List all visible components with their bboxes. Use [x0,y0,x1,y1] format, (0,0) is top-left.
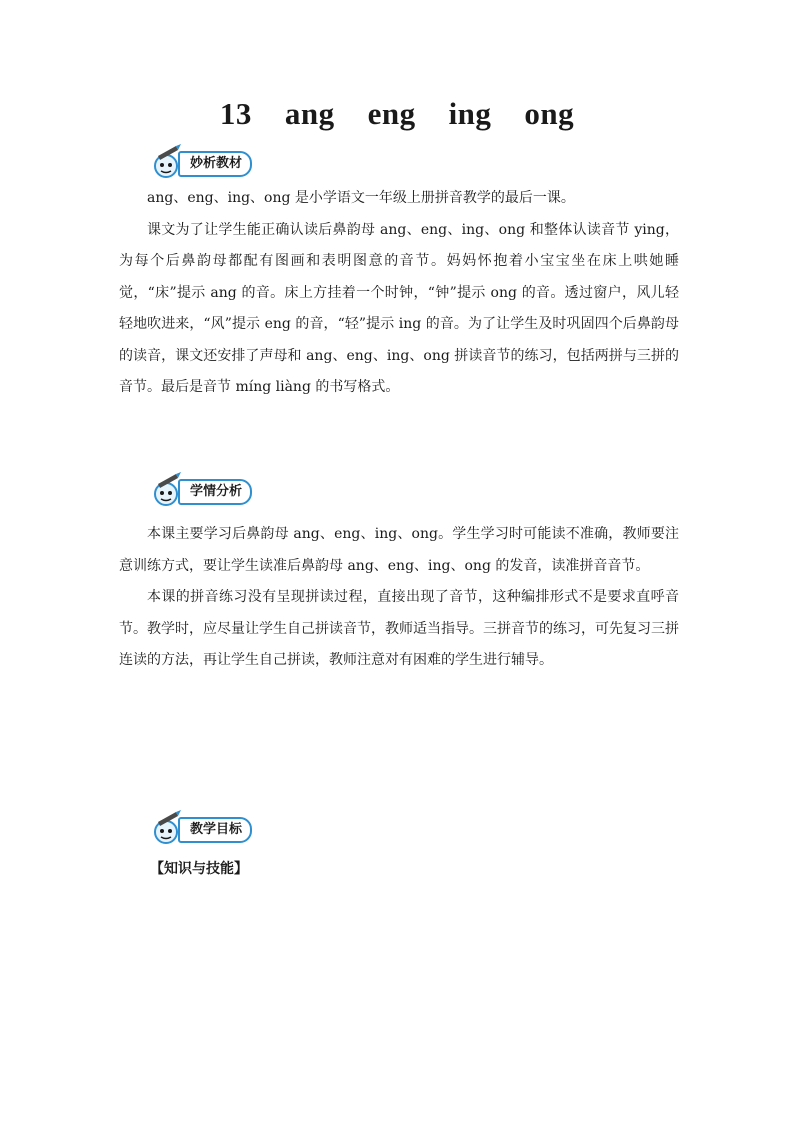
paragraph: ang、eng、ing、ong 是小学语文一年级上册拼音教学的最后一课。 [147,190,575,206]
subheading-knowledge-skills: 【知识与技能】 [150,861,248,877]
section-header-learning-analysis [150,470,270,510]
section-label: 学情分析 [178,479,252,505]
paragraph: 本课主要学习后鼻韵母 ang、eng、ing、ong。学生学习时可能读不准确，教师要注意训练方式，要让学生读准后鼻韵母 ang、eng、ing、ong 的发音，读准拼音音节。 [119,526,679,574]
lesson-title: 13 ang eng ing ong [219,96,575,131]
section-header-textbook-analysis [150,142,270,182]
section-label: 教学目标 [178,817,252,843]
section-label: 妙析教材 [178,151,252,177]
section-header-teaching-goals [150,808,270,848]
paragraph: 本课的拼音练习没有呈现拼读过程，直接出现了音节，这种编排形式不是要求直呼音节。教学时，应尽量让学生自己拼读音节，教师适当指导。三拼音节的练习，可先复习三拼连读的方法，再让学生自己拼读，教师注意对有困难的学生进行辅导。 [119,589,679,668]
section-body-textbook-analysis [119,183,679,404]
paragraph: 课文为了让学生能正确认读后鼻韵母 ang、eng、ing、ong 和整体认读音节 ying，为每个后鼻韵母都配有图画和表明图意的音节。妈妈怀抱着小宝宝坐在床上哄她睡觉，“床”提示 ang 的音。床上方挂着一个时钟，“钟”提示 ong 的音。透过窗户，风儿轻轻地吹进来，“风”提示 eng 的音，“轻”提示 ing 的音。为了让学生及时巩固四个后鼻韵母的读音，课文还安排了声母和 ang、eng、ing、ong 拼读音节的练习，包括两拼与三拼的音节。最后是音节 míng liàng 的书写格式。 [119,221,679,395]
section-body-learning-analysis [119,519,679,677]
